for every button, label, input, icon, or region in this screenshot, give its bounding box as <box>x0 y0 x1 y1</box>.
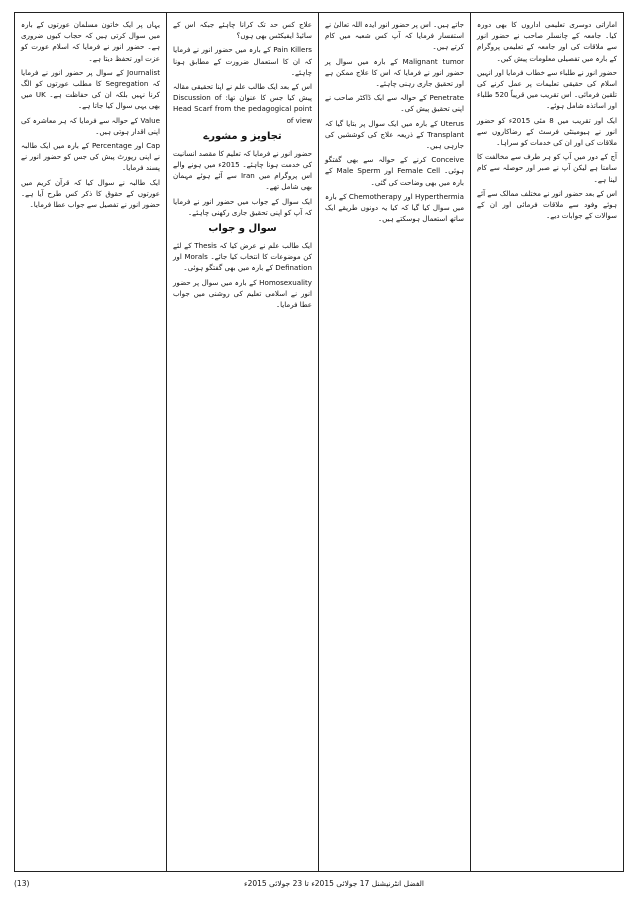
paragraph: Conceive کرنے کے حوالہ سے بھی گفتگو ہوئی۔ Female Cell اور Male Sperm کے بارہ میں بھی وضاحت کی گئی۔ <box>325 155 464 187</box>
paragraph: علاج کس حد تک کرانا چاہئے جبکہ اس کے سائیڈ ایفیکٹس بھی ہوں؟ <box>173 20 312 41</box>
paragraph: ایک اور تقریب میں 8 مئی 2015ء کو حضور انور نے ہیومینٹی فرسٹ کے رضاکاروں سے ملاقات کی اور ان کی خدمات کو سراہا۔ <box>477 115 617 148</box>
section-heading: سوال و جواب <box>208 223 277 235</box>
paragraph: یہاں پر ایک خاتون مسلمان عورتوں کے بارہ میں سوال کرتی ہیں کہ حجاب کیوں ضروری ہے۔ حضور انور نے فرمایا کہ اسلام عورت کو عزت اور تحفظ دیتا ہے۔ <box>21 20 160 63</box>
paragraph: اس کے بعد حضور انور نے مختلف ممالک سے آئے ہوئے وفود سے ملاقات فرمائی اور ان کے سوالات کے جوابات دیے۔ <box>477 188 617 221</box>
column-1 <box>471 13 623 871</box>
section-heading: تجاویز و مشورے <box>203 130 282 142</box>
paragraph: Hyperthermia اور Chemotherapy کے بارہ میں سوال کیا گیا کہ کیا یہ دونوں طریقے ایک ساتھ استعمال ہوسکتے ہیں۔ <box>325 191 464 224</box>
newspaper-page <box>14 12 624 872</box>
paragraph: Value کے حوالہ سے فرمایا کہ ہر معاشرہ کی اپنی اقدار ہوتی ہیں۔ <box>21 115 160 136</box>
issue-date: الفضل انٹرنیشنل 17 جولائی 2015ء تا 23 جولائی 2015ء <box>244 879 424 888</box>
paragraph: حضور انور نے طلباء سے خطاب فرمایا اور انہیں اسلام کی حقیقی تعلیمات پر عمل کرنے کی تلقین فرمائی۔ اس تقریب میں قریباً 520 طلباء اور اساتذہ شامل ہوئے۔ <box>477 67 617 111</box>
paragraph: جاتے ہیں۔ اس پر حضور انور ایدہ اللہ تعالیٰ نے استفسار فرمایا کہ آپ کس شعبہ میں کام کرتے ہیں۔ <box>325 20 464 52</box>
paragraph: ایک طالب علم نے عرض کیا کہ Thesis کے لئے کن موضوعات کا انتخاب کیا جائے۔ Morals اور Defination کے بارہ میں بھی گفتگو ہوئی۔ <box>173 241 313 273</box>
paragraph: Cap اور Percentage کے بارہ میں ایک طالبہ نے اپنی رپورٹ پیش کی جس کو حضور انور نے پسند فرمایا۔ <box>21 141 160 173</box>
paragraph: Malignant tumor کے بارہ میں سوال پر حضور انور نے فرمایا کہ اس کا علاج ممکن ہے اور تحقیق جاری رہنی چاہئے۔ <box>325 56 464 89</box>
paragraph: اماراتی دوسری تعلیمی اداروں کا بھی دورہ کیا۔ جامعہ کے چانسلر صاحب نے حضور انور سے ملاقات کی اور جامعہ کے تعلیمی پروگرام کے بارہ میں تفصیلی معلومات پیش کیں۔ <box>477 20 617 63</box>
article-columns <box>15 13 623 871</box>
paragraph: Journalist کے سوال پر حضور انور نے فرمایا کہ Segregation کا مطلب عورتوں کو الگ کرنا نہیں بلکہ ان کی حفاظت ہے۔ UK میں بھی یہی سوال کیا جاتا ہے۔ <box>21 67 160 111</box>
paragraph: Uterus کے بارہ میں ایک سوال پر بتایا گیا کہ Transplant کے ذریعہ علاج کی کوششیں کی جارہی ہیں۔ <box>325 118 464 151</box>
paragraph: آج کے دور میں آپ کو ہر طرف سے مخالفت کا سامنا ہے لیکن آپ نے صبر اور حوصلہ سے کام لینا ہے۔ <box>477 152 617 184</box>
paragraph: Penetrate کے حوالہ سے ایک ڈاکٹر صاحب نے اپنی تحقیق پیش کی۔ <box>325 93 464 114</box>
column-3 <box>167 13 319 871</box>
column-2 <box>319 13 471 871</box>
paragraph: ایک طالبہ نے سوال کیا کہ قرآن کریم میں عورتوں کے حقوق کا ذکر کس طرح آیا ہے۔ حضور انور نے تفصیل سے جواب عطا فرمایا۔ <box>21 177 160 210</box>
paragraph: Homosexuality کے بارہ میں سوال پر حضور انور نے اسلامی تعلیم کی روشنی میں جواب عطا فرمایا۔ <box>173 277 312 310</box>
paragraph: ایک سوال کے جواب میں حضور انور نے فرمایا کہ آپ کو اپنی تحقیق جاری رکھنی چاہئے۔ <box>173 196 312 217</box>
paragraph: اس کے بعد ایک طالب علم نے اپنا تحقیقی مقالہ پیش کیا جس کا عنوان تھا: Discussion of Head Scarf from the pedagogical point of view <box>173 82 312 125</box>
paragraph: Pain Killers کے بارہ میں حضور انور نے فرمایا کہ ان کا استعمال ضرورت کے مطابق ہونا چاہئے۔ <box>173 45 312 77</box>
page-number: (13) <box>14 879 30 888</box>
column-4 <box>15 13 167 871</box>
page-footer <box>14 876 624 892</box>
paragraph: حضور انور نے فرمایا کہ تعلیم کا مقصد انسانیت کی خدمت ہونا چاہئے۔ 2015ء میں ہونے والے اس پروگرام میں Iran سے آئے ہوئے مہمان بھی شامل تھے۔ <box>173 148 313 192</box>
